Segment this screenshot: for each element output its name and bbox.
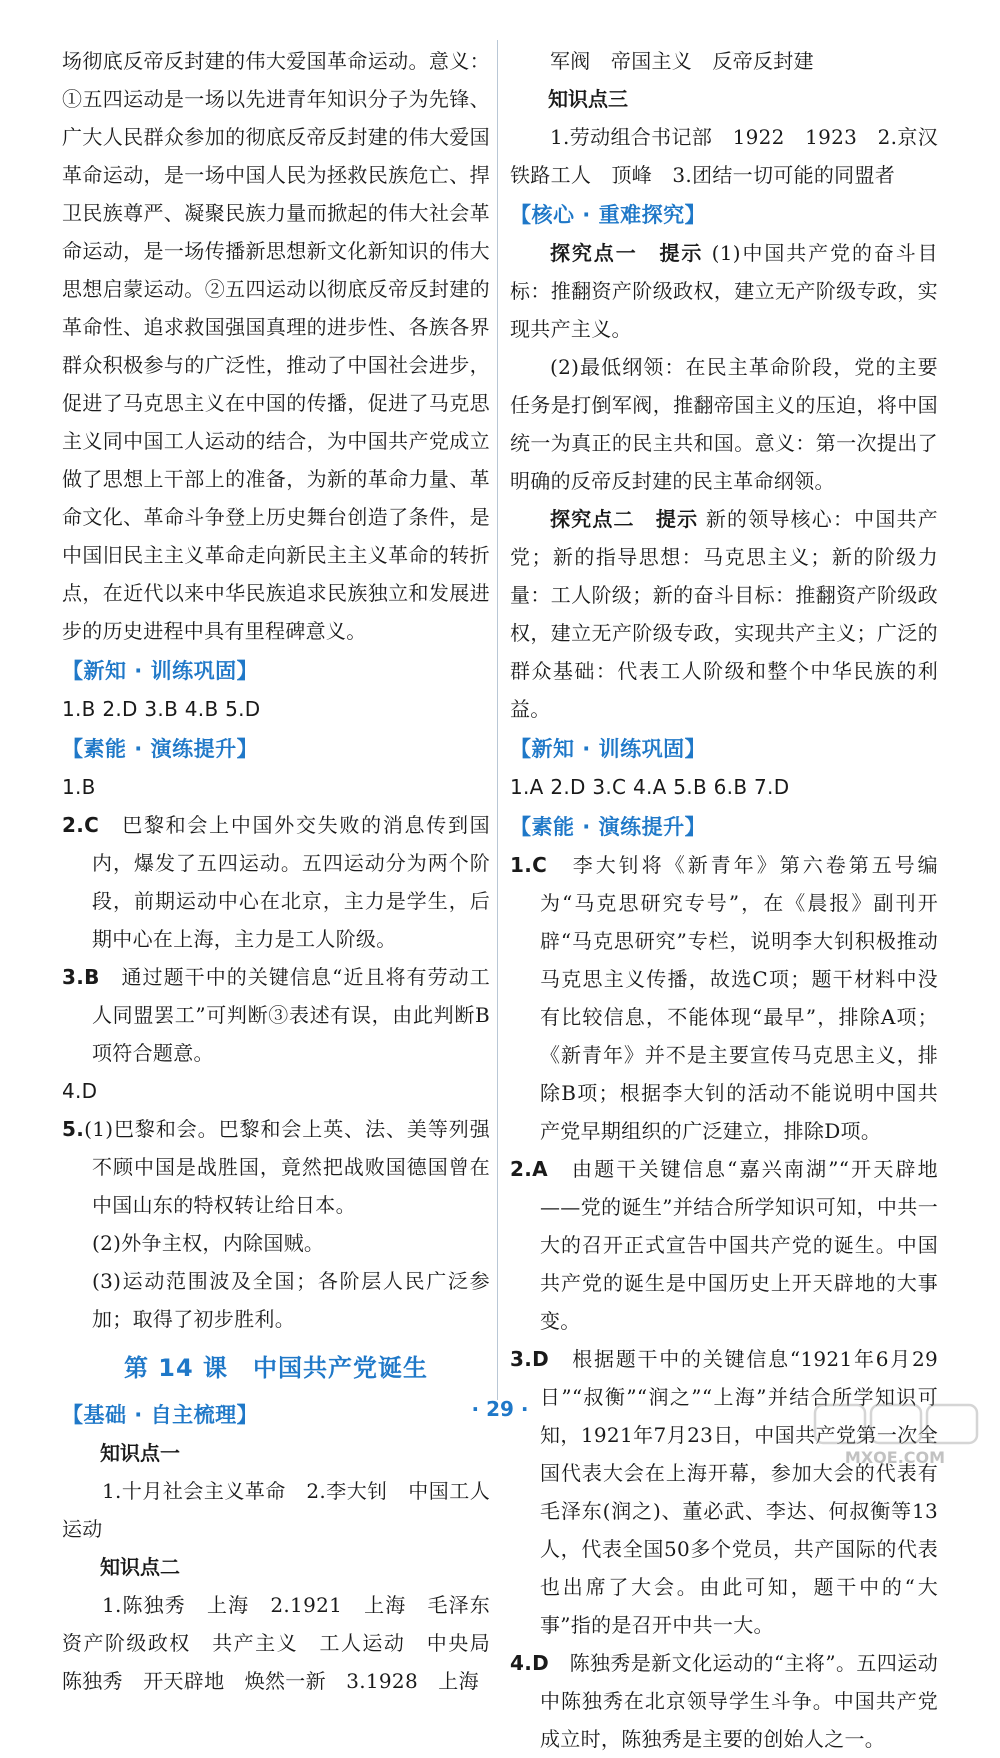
answer-item — [510, 1340, 938, 1644]
subsection-title: 知识点一 — [100, 1441, 180, 1465]
paragraph: 1.陈独秀 上海 2.1921 上海 毛泽东 资产阶级政权 共产主义 工人运动 中央局 陈独秀 开天辟地 焕然一新 3.1928 上海 — [62, 1593, 511, 1693]
answer-number: 3.B — [62, 965, 100, 989]
answer-item — [62, 958, 490, 1072]
column-divider — [497, 40, 498, 1400]
answer-line: 1.B — [62, 775, 96, 799]
answer-number: 4.D — [510, 1651, 550, 1675]
answer-line: 1.A 2.D 3.C 4.A 5.B 6.B 7.D — [510, 775, 790, 799]
subsection-title: 知识点二 — [100, 1555, 180, 1579]
paragraph: 场彻底反帝反封建的伟大爱国革命运动。意义：①五四运动是一场以先进青年知识分子为先锋、广大人民群众参加的彻底反帝反封建的伟大爱国革命运动，是一场中国人民为拯救民族危亡、捍卫民族尊严、凝聚民族力量而掀起的伟大社会革命运动，是一场传播新思想新文化新知识的伟大思想启蒙运动。②五四运动以彻底反帝反封建的革命性、追求救国强国真理的进步性、各族各界群众积极参与的广泛性，推动了中国社会进步，促进了马克思主义在中国的传播，促进了马克思主义同中国工人运动的结合，为中国共产党成立做了思想上干部上的准备，为新的革命力量、革命文化、革命斗争登上历史舞台创造了条件，是中国旧民主主义革命走向新民主主义革命的转折点，在近代以来中华民族追求民族独立和发展进步的历史进程中具有里程碑意义。 — [62, 49, 490, 643]
section-heading: 【新知 · 训练巩固】 — [510, 737, 707, 761]
answer-line: 1.B 2.D 3.B 4.B 5.D — [62, 697, 261, 721]
inquiry-title: 探究点二 提示 — [550, 507, 699, 531]
answer-item — [62, 806, 490, 958]
section-heading: 【基础 · 自主梳理】 — [62, 1403, 259, 1427]
answer-text: 由题干关键信息“嘉兴南湖”“开天辟地——党的诞生”并结合所学知识可知，中共一大的召开正式宣告中国共产党的诞生。中国共产党的诞生是中国历史上开天辟地的大事变。 — [540, 1157, 938, 1333]
paragraph: (2)最低纲领：在民主革命阶段，党的主要任务是打倒军阀，推翻帝国主义的压迫，将中国统一为真正的民主共和国。意义：第一次提出了明确的反帝反封建的民主革命纲领。 — [510, 355, 938, 493]
answer-item — [510, 1150, 938, 1340]
paragraph: 1.十月社会主义革命 2.李大钊 中国工人运动 — [62, 1479, 490, 1541]
paragraph — [510, 500, 938, 728]
answer-number: 1.C — [510, 853, 548, 877]
answer-item — [510, 846, 938, 1150]
section-heading: 【素能 · 演练提升】 — [62, 737, 259, 761]
watermark-logo — [807, 1399, 982, 1469]
answer-text: 李大钊将《新青年》第六卷第五号编为“马克思研究专号”，在《晨报》副刊开辟“马克思研究”专栏，说明李大钊积极推动马克思主义传播，故选C项；题干材料中没有比较信息，不能体现“最早”，排除A项；《新青年》并不是主要宣传马克思主义，排除B项；根据李大钊的活动不能说明中国共产党早期组织的广泛建立，排除D项。 — [540, 853, 938, 1143]
answer-item — [510, 1644, 938, 1758]
section-heading: 【素能 · 演练提升】 — [510, 815, 707, 839]
inquiry-text: (1)中国共产党的奋斗目标：推翻资产阶级政权，建立无产阶级专政，实现共产主义。 — [510, 241, 938, 341]
answer-item — [62, 1110, 490, 1224]
paragraph: 1.劳动组合书记部 1922 1923 2.京汉铁路工人 顶峰 3.团结一切可能的同盟者 — [510, 125, 938, 187]
answer-text: 巴黎和会上中国外交失败的消息传到国内，爆发了五四运动。五四运动分为两个阶段，前期运动中心在北京，主力是学生，后期中心在上海，主力是工人阶级。 — [92, 813, 490, 951]
answer-text: 通过题干中的关键信息“近且将有劳动工人同盟罢工”可判断③表述有误，由此判断B项符合题意。 — [92, 965, 490, 1065]
inquiry-title: 探究点一 提示 — [550, 241, 704, 265]
watermark-site: MXQE.COM — [844, 1448, 946, 1467]
subsection-title: 知识点三 — [548, 87, 628, 111]
answer-number: 5. — [62, 1117, 85, 1141]
paragraph: 军阀 帝国主义 反帝反封建 — [550, 49, 814, 73]
answer-text: (3)运动范围波及全国；各阶层人民广泛参加；取得了初步胜利。 — [92, 1269, 490, 1331]
inquiry-text: 新的领导核心：中国共产党；新的指导思想：马克思主义；新的阶级力量：工人阶级；新的奋斗目标：推翻资产阶级政权，建立无产阶级专政，实现共产主义；广泛的群众基础：代表工人阶级和整个中华民族的利益。 — [510, 507, 938, 721]
answer-text: 根据题干中的关键信息“1921年6月29日”“叔衡”“润之”“上海”并结合所学知识可知，1921年7月23日，中国共产党第一次全国代表大会在上海开幕，参加大会的代表有毛泽东(润之)、董必武、李达、何叔衡等13人，代表全国50多个党员，共产国际的代表也出席了大会。由此可知，题干中的“大事”指的是召开中共一大。 — [540, 1347, 938, 1637]
paragraph — [510, 234, 938, 348]
answer-number: 3.D — [510, 1347, 550, 1371]
page-number: · 29 · — [471, 1397, 529, 1421]
lesson-title: 第 14 课 中国共产党诞生 — [123, 1354, 429, 1382]
section-heading: 【新知 · 训练巩固】 — [62, 659, 259, 683]
answer-text: (2)外争主权，内除国贼。 — [92, 1231, 325, 1255]
answer-number: 2.C — [62, 813, 100, 837]
answer-line: 4.D — [62, 1079, 98, 1103]
answer-text: 陈独秀是新文化运动的“主将”。五四运动中陈独秀在北京领导学生斗争。中国共产党成立时，陈独秀是主要的创始人之一。 — [540, 1651, 938, 1751]
answer-text: (1)巴黎和会。巴黎和会上英、法、美等列强不顾中国是战胜国，竟然把战败国德国曾在中国山东的特权转让给日本。 — [84, 1117, 490, 1217]
right-column — [510, 42, 938, 1758]
section-heading: 【核心 · 重难探究】 — [510, 203, 707, 227]
answer-number: 2.A — [510, 1157, 548, 1181]
